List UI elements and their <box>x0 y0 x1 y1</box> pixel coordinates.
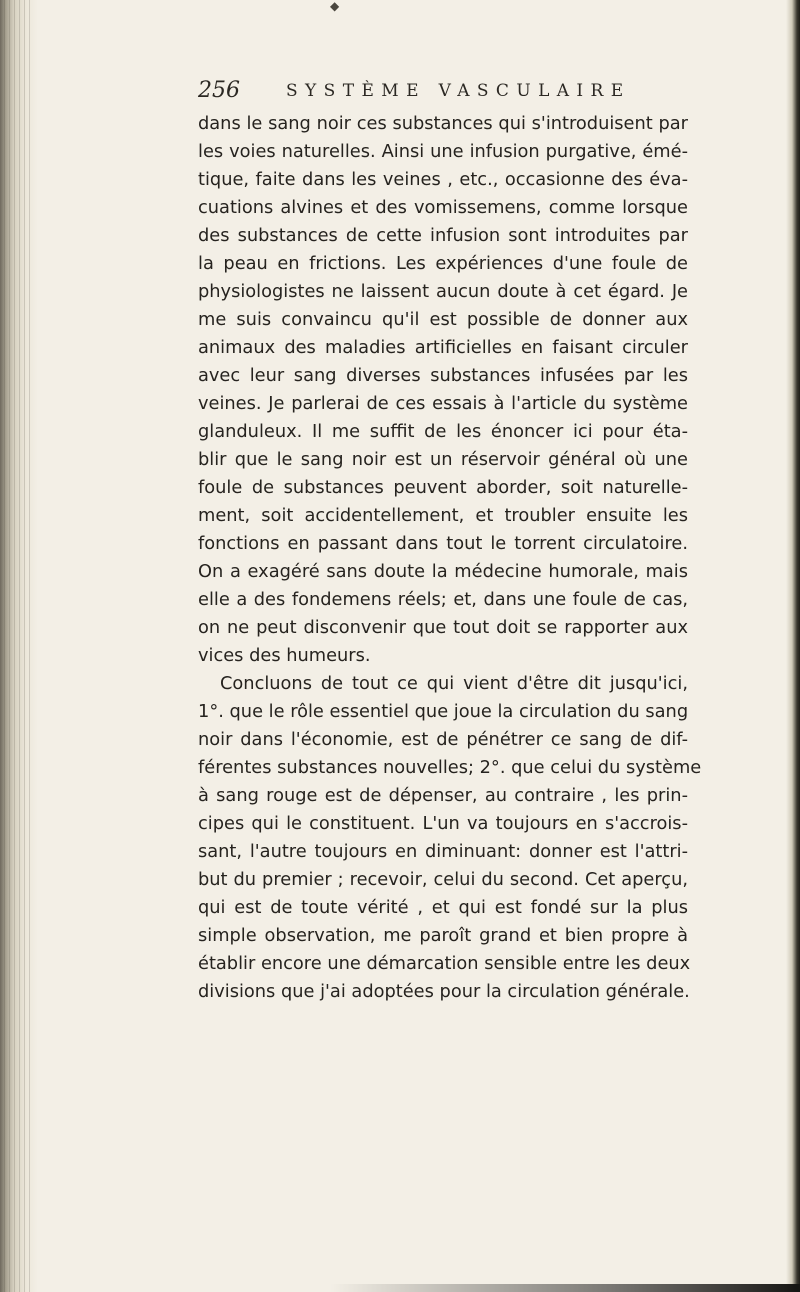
text-line: qui est de toute vérité , et qui est fondé sur la plus <box>198 897 688 918</box>
text-line-paragraph-end: vices des humeurs. <box>198 645 371 666</box>
text-line: tique, faite dans les veines , etc., occasionne des éva- <box>198 169 688 190</box>
text-line: la peau en frictions. Les expériences d'une foule de <box>198 253 688 274</box>
text-line: cipes qui le constituent. L'un va toujours en s'accrois- <box>198 813 688 834</box>
text-line: foule de substances peuvent aborder, soit naturelle- <box>198 477 688 498</box>
bottom-edge-shadow <box>330 1284 800 1292</box>
text-line: noir dans l'économie, est de pénétrer ce sang de dif- <box>198 729 688 750</box>
text-line: veines. Je parlerai de ces essais à l'article du système <box>198 393 688 414</box>
text-line: animaux des maladies artificielles en faisant circuler <box>198 337 688 358</box>
text-line: avec leur sang diverses substances infusées par les <box>198 365 688 386</box>
page-number: 256 <box>198 78 240 103</box>
text-line: ment, soit accidentellement, et troubler ensuite les <box>198 505 688 526</box>
text-line: me suis convaincu qu'il est possible de donner aux <box>198 309 688 330</box>
section-title: SYSTÈME VASCULAIRE <box>286 81 631 101</box>
text-line: 1°. que le rôle essentiel que joue la circulation du sang <box>198 701 689 722</box>
text-line: établir encore une démarcation sensible entre les deux <box>198 953 691 974</box>
top-mark-icon: ◆ <box>330 0 340 13</box>
page-edge-shadow <box>786 0 800 1292</box>
text-line: férentes substances nouvelles; 2°. que celui du système <box>198 757 702 778</box>
text-line: fonctions en passant dans tout le torrent circulatoire. <box>198 533 688 554</box>
text-line: dans le sang noir ces substances qui s'introduisent par <box>198 113 688 134</box>
text-line: à sang rouge est de dépenser, au contraire , les prin- <box>198 785 688 806</box>
body-text <box>198 110 702 1006</box>
text-line-paragraph-end: divisions que j'ai adoptées pour la circulation générale. <box>198 981 690 1002</box>
text-line: les voies naturelles. Ainsi une infusion purgative, émé- <box>198 141 688 162</box>
binding-edge <box>0 0 38 1292</box>
binding-texture <box>4 0 30 1292</box>
running-head <box>198 76 688 106</box>
text-line: elle a des fondemens réels; et, dans une foule de cas, <box>198 589 688 610</box>
text-line: blir que le sang noir est un réservoir général où une <box>198 449 688 470</box>
text-line: sant, l'autre toujours en diminuant: donner est l'attri- <box>198 841 688 862</box>
text-line-paragraph-start: Concluons de tout ce qui vient d'être dit jusqu'ici, <box>220 673 688 694</box>
text-line: physiologistes ne laissent aucun doute à cet égard. Je <box>198 281 688 302</box>
text-line: glanduleux. Il me suffit de les énoncer ici pour éta- <box>198 421 688 442</box>
text-line: on ne peut disconvenir que tout doit se rapporter aux <box>198 617 688 638</box>
text-line: simple observation, me paroît grand et bien propre à <box>198 925 688 946</box>
text-line: On a exagéré sans doute la médecine humorale, mais <box>198 561 688 582</box>
text-line: but du premier ; recevoir, celui du second. Cet aperçu, <box>198 869 688 890</box>
text-line: cuations alvines et des vomissemens, comme lorsque <box>198 197 688 218</box>
text-line: des substances de cette infusion sont introduites par <box>198 225 688 246</box>
